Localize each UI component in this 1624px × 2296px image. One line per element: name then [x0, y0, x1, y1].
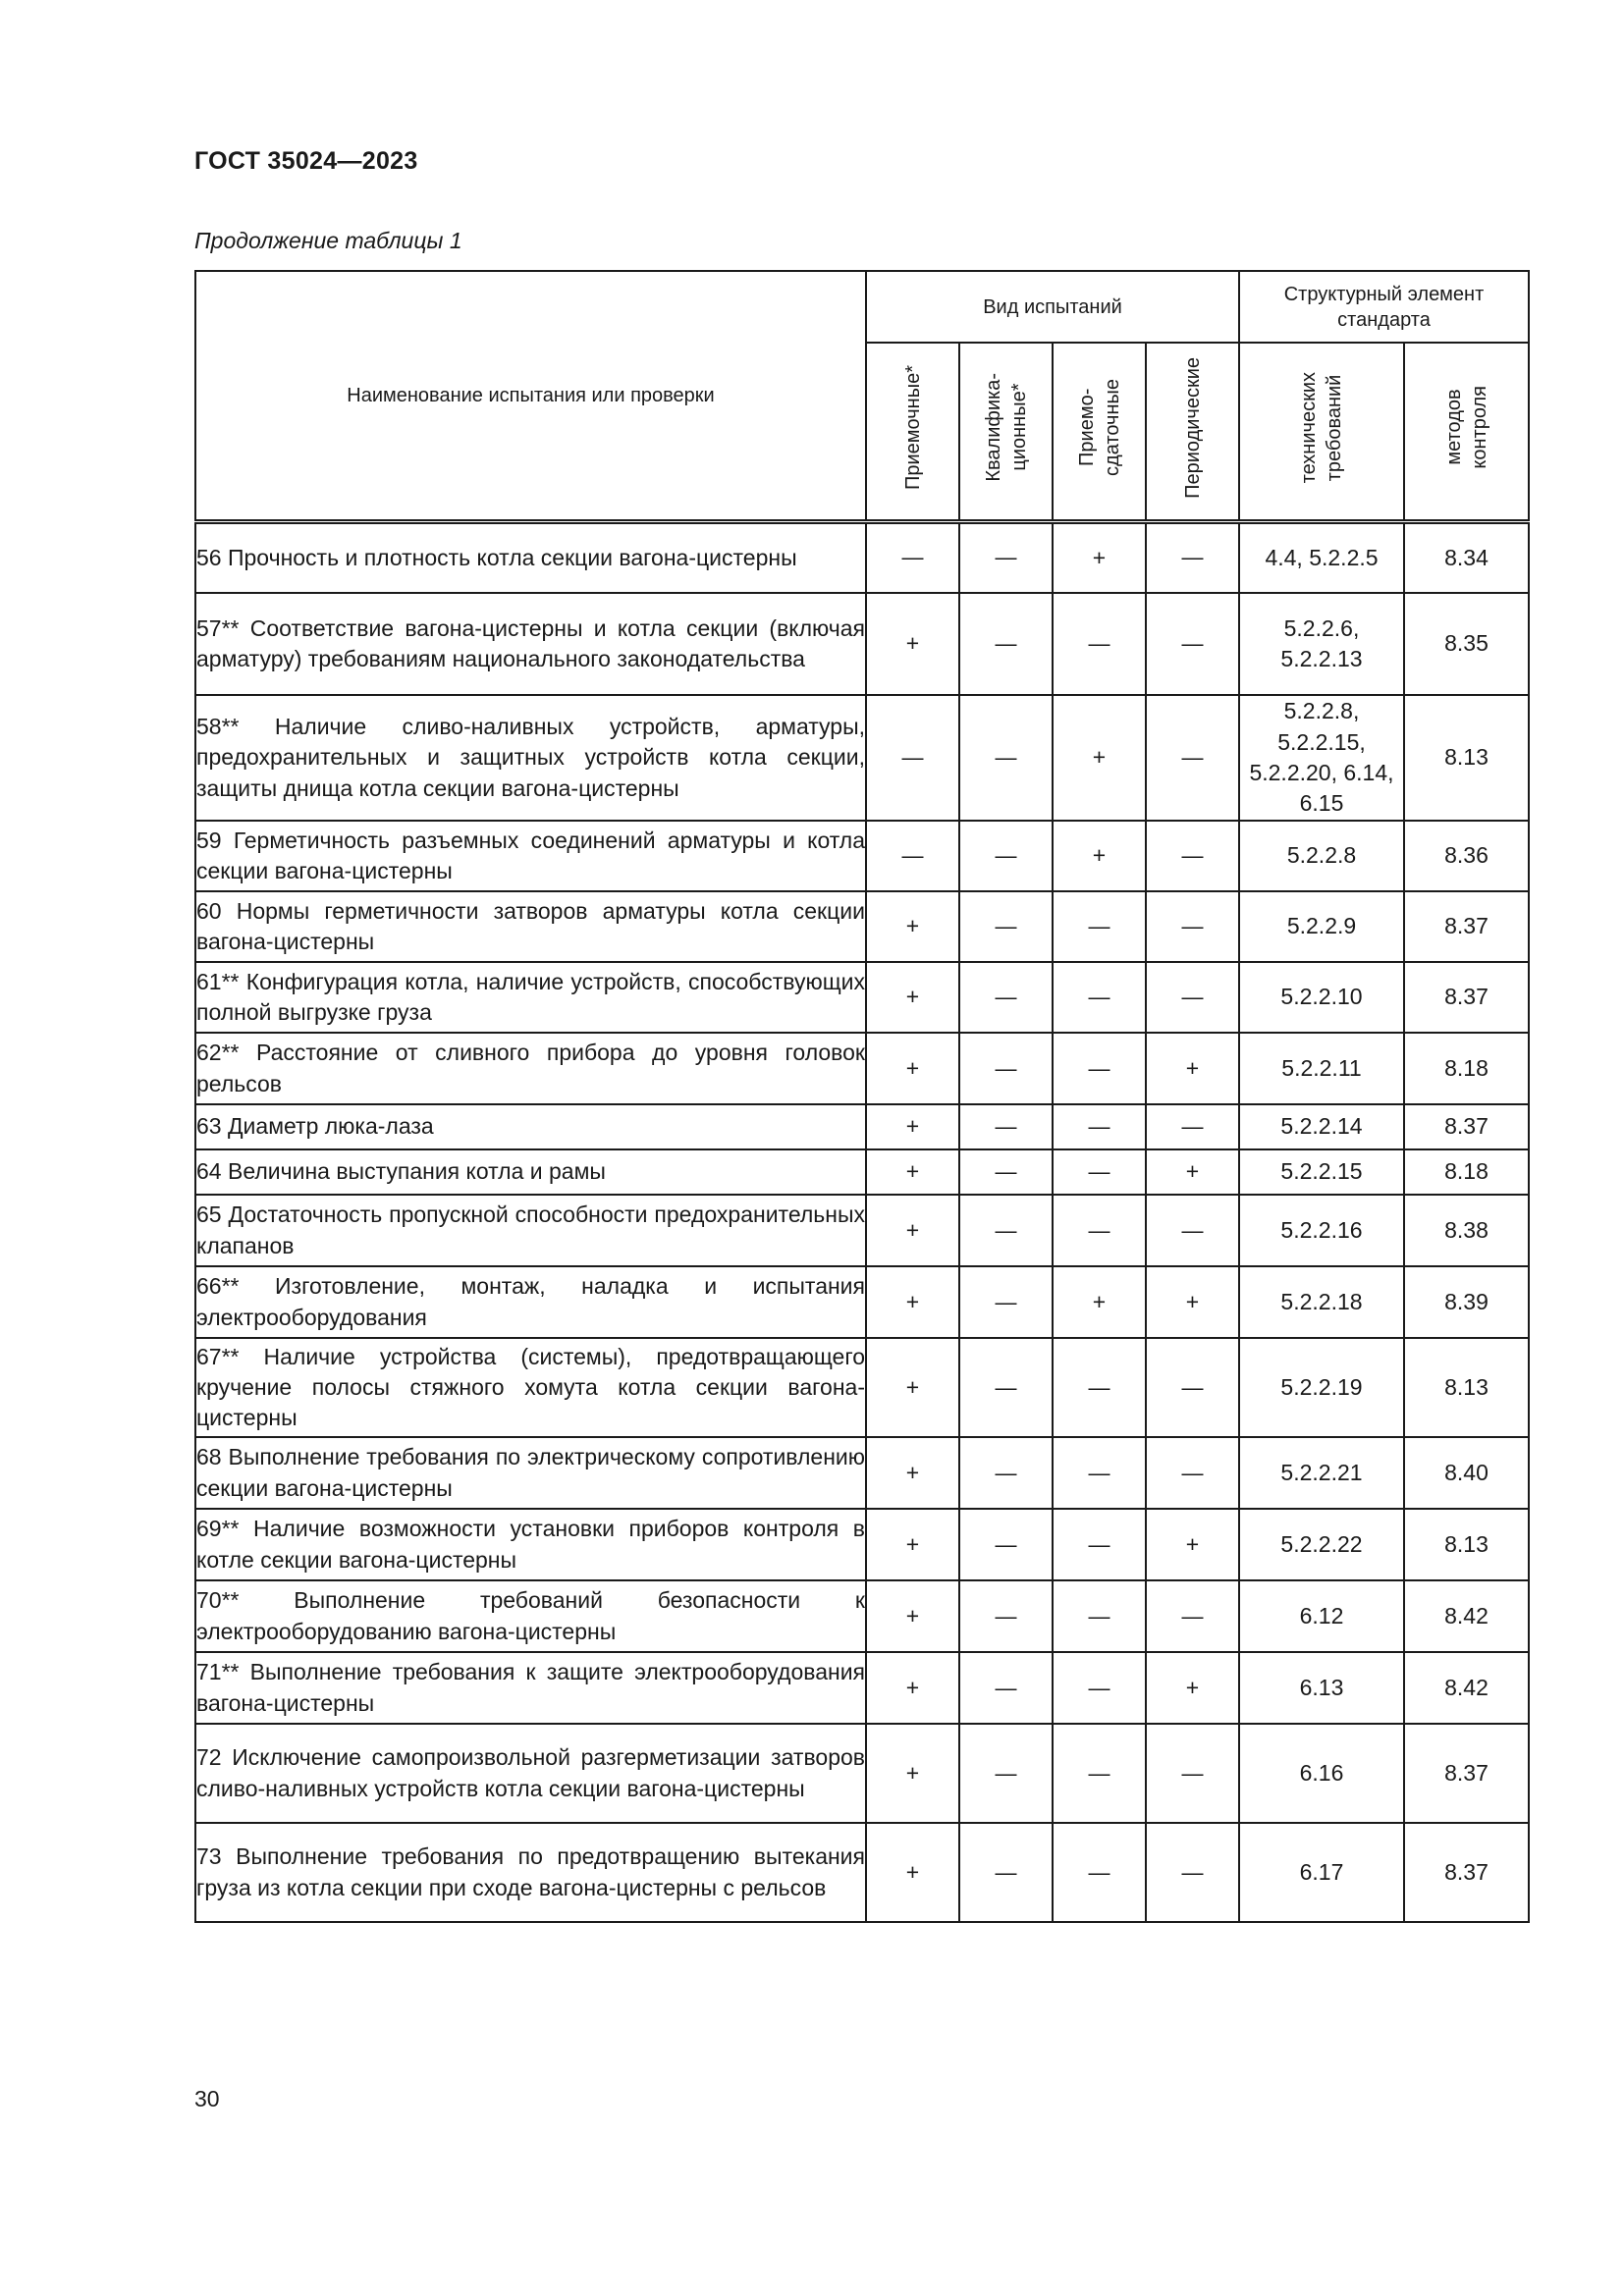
cell-acceptance: + [866, 1338, 959, 1437]
cell-periodic: — [1146, 695, 1239, 821]
cell-acceptance: + [866, 891, 959, 962]
cell-qualification: — [959, 891, 1053, 962]
cell-technical-requirements: 5.2.2.14 [1239, 1104, 1404, 1149]
cell-control-methods: 8.13 [1404, 695, 1529, 821]
column-header-delivery: Приемо- сдаточные [1053, 343, 1146, 521]
cell-qualification: — [959, 1195, 1053, 1266]
cell-control-methods: 8.18 [1404, 1149, 1529, 1195]
cell-test-name: 69** Наличие возможности установки приборов контроля в котле секции вагона-цистерны [195, 1509, 866, 1580]
cell-acceptance: + [866, 1509, 959, 1580]
cell-control-methods: 8.37 [1404, 1823, 1529, 1922]
column-header-test-name: Наименование испытания или проверки [195, 271, 866, 521]
cell-technical-requirements: 5.2.2.8, 5.2.2.15, 5.2.2.20, 6.14, 6.15 [1239, 695, 1404, 821]
cell-qualification: — [959, 1580, 1053, 1652]
column-header-acceptance: Приемочные* [866, 343, 959, 521]
cell-qualification: — [959, 521, 1053, 593]
cell-control-methods: 8.34 [1404, 521, 1529, 593]
cell-qualification: — [959, 593, 1053, 695]
cell-qualification: — [959, 1823, 1053, 1922]
cell-delivery: — [1053, 1580, 1146, 1652]
cell-technical-requirements: 5.2.2.19 [1239, 1338, 1404, 1437]
group-header-test-types: Вид испытаний [866, 271, 1239, 343]
table-row [195, 593, 1529, 695]
cell-acceptance: — [866, 521, 959, 593]
cell-test-name: 58** Наличие сливо-наливных устройств, арматуры, предохранительных и защитных устройств котла секции, защиты днища котла секции вагона-цистерны [195, 695, 866, 821]
cell-acceptance: + [866, 593, 959, 695]
cell-acceptance: + [866, 1149, 959, 1195]
cell-qualification: — [959, 695, 1053, 821]
cell-control-methods: 8.42 [1404, 1652, 1529, 1724]
cell-control-methods: 8.40 [1404, 1437, 1529, 1509]
cell-periodic: — [1146, 1338, 1239, 1437]
cell-control-methods: 8.37 [1404, 962, 1529, 1033]
table-row [195, 1266, 1529, 1338]
cell-periodic: — [1146, 1195, 1239, 1266]
cell-delivery: — [1053, 1724, 1146, 1823]
cell-technical-requirements: 5.2.2.16 [1239, 1195, 1404, 1266]
cell-delivery: — [1053, 1652, 1146, 1724]
column-header-periodic: Периодические [1146, 343, 1239, 521]
table-row [195, 1580, 1529, 1652]
cell-test-name: 59 Герметичность разъемных соединений арматуры и котла секции вагона-цистерны [195, 821, 866, 891]
cell-control-methods: 8.13 [1404, 1509, 1529, 1580]
cell-qualification: — [959, 1724, 1053, 1823]
cell-acceptance: + [866, 1580, 959, 1652]
table-row [195, 891, 1529, 962]
cell-control-methods: 8.39 [1404, 1266, 1529, 1338]
cell-technical-requirements: 5.2.2.9 [1239, 891, 1404, 962]
table-row [195, 1338, 1529, 1437]
cell-test-name: 72 Исключение самопроизвольной разгерметизации затворов сливо-наливных устройств котла секции вагона-цистерны [195, 1724, 866, 1823]
cell-test-name: 64 Величина выступания котла и рамы [195, 1149, 866, 1195]
cell-periodic: — [1146, 821, 1239, 891]
cell-periodic: — [1146, 1724, 1239, 1823]
cell-periodic: — [1146, 891, 1239, 962]
cell-test-name: 63 Диаметр люка-лаза [195, 1104, 866, 1149]
table-row [195, 1033, 1529, 1104]
cell-technical-requirements: 5.2.2.6, 5.2.2.13 [1239, 593, 1404, 695]
test-table [194, 270, 1530, 1923]
cell-control-methods: 8.36 [1404, 821, 1529, 891]
cell-periodic: + [1146, 1509, 1239, 1580]
cell-delivery: — [1053, 1195, 1146, 1266]
cell-qualification: — [959, 1033, 1053, 1104]
cell-qualification: — [959, 1509, 1053, 1580]
column-header-technical-requirements: технических требований [1239, 343, 1404, 521]
table-row [195, 1195, 1529, 1266]
cell-periodic: — [1146, 1104, 1239, 1149]
cell-acceptance: + [866, 1104, 959, 1149]
cell-control-methods: 8.18 [1404, 1033, 1529, 1104]
cell-acceptance: — [866, 821, 959, 891]
cell-technical-requirements: 5.2.2.11 [1239, 1033, 1404, 1104]
cell-test-name: 70** Выполнение требований безопасности к электрооборудованию вагона-цистерны [195, 1580, 866, 1652]
cell-acceptance: + [866, 1652, 959, 1724]
cell-control-methods: 8.37 [1404, 1104, 1529, 1149]
cell-qualification: — [959, 1149, 1053, 1195]
cell-technical-requirements: 5.2.2.22 [1239, 1509, 1404, 1580]
cell-acceptance: + [866, 1195, 959, 1266]
table-row [195, 1149, 1529, 1195]
cell-test-name: 60 Нормы герметичности затворов арматуры котла секции вагона-цистерны [195, 891, 866, 962]
table-row [195, 1724, 1529, 1823]
cell-qualification: — [959, 962, 1053, 1033]
cell-delivery: — [1053, 1509, 1146, 1580]
cell-periodic: + [1146, 1266, 1239, 1338]
table-row [195, 821, 1529, 891]
table-row [195, 1823, 1529, 1922]
cell-periodic: — [1146, 1437, 1239, 1509]
cell-qualification: — [959, 1266, 1053, 1338]
cell-test-name: 73 Выполнение требования по предотвращению вытекания груза из котла секции при сходе вагона-цистерны с рельсов [195, 1823, 866, 1922]
cell-test-name: 67** Наличие устройства (системы), предотвращающего кручение полосы стяжного хомута котла секции вагона-цистерны [195, 1338, 866, 1437]
cell-control-methods: 8.38 [1404, 1195, 1529, 1266]
cell-delivery: — [1053, 1437, 1146, 1509]
cell-delivery: — [1053, 1823, 1146, 1922]
cell-test-name: 62** Расстояние от сливного прибора до уровня головок рельсов [195, 1033, 866, 1104]
group-header-structure-element: Структурный элемент стандарта [1239, 271, 1529, 343]
cell-delivery: — [1053, 1149, 1146, 1195]
cell-technical-requirements: 6.13 [1239, 1652, 1404, 1724]
cell-periodic: — [1146, 1823, 1239, 1922]
table-row [195, 1437, 1529, 1509]
cell-technical-requirements: 5.2.2.8 [1239, 821, 1404, 891]
table-caption: Продолжение таблицы 1 [194, 228, 462, 253]
cell-delivery: — [1053, 1104, 1146, 1149]
cell-delivery: + [1053, 1266, 1146, 1338]
cell-technical-requirements: 4.4, 5.2.2.5 [1239, 521, 1404, 593]
column-header-qualification: Квалифика- ционные* [959, 343, 1053, 521]
cell-delivery: + [1053, 521, 1146, 593]
cell-test-name: 61** Конфигурация котла, наличие устройств, способствующих полной выгрузке груза [195, 962, 866, 1033]
cell-technical-requirements: 5.2.2.15 [1239, 1149, 1404, 1195]
cell-test-name: 65 Достаточность пропускной способности предохранительных клапанов [195, 1195, 866, 1266]
table-row [195, 1104, 1529, 1149]
table-row [195, 1509, 1529, 1580]
cell-delivery: — [1053, 1338, 1146, 1437]
cell-test-name: 57** Соответствие вагона-цистерны и котла секции (включая арматуру) требованиям национального законодательства [195, 593, 866, 695]
cell-periodic: — [1146, 1580, 1239, 1652]
cell-control-methods: 8.13 [1404, 1338, 1529, 1437]
cell-technical-requirements: 5.2.2.21 [1239, 1437, 1404, 1509]
column-header-control-methods: методов контроля [1404, 343, 1529, 521]
page-number: 30 [194, 2086, 220, 2111]
cell-technical-requirements: 5.2.2.10 [1239, 962, 1404, 1033]
cell-control-methods: 8.37 [1404, 891, 1529, 962]
cell-technical-requirements: 5.2.2.18 [1239, 1266, 1404, 1338]
cell-acceptance: + [866, 1033, 959, 1104]
cell-qualification: — [959, 1104, 1053, 1149]
table-row [195, 521, 1529, 593]
cell-periodic: — [1146, 593, 1239, 695]
cell-qualification: — [959, 1652, 1053, 1724]
cell-control-methods: 8.37 [1404, 1724, 1529, 1823]
cell-acceptance: + [866, 1266, 959, 1338]
cell-delivery: — [1053, 593, 1146, 695]
cell-test-name: 68 Выполнение требования по электрическому сопротивлению секции вагона-цистерны [195, 1437, 866, 1509]
cell-delivery: — [1053, 1033, 1146, 1104]
cell-qualification: — [959, 1437, 1053, 1509]
document-code: ГОСТ 35024—2023 [194, 147, 418, 175]
cell-acceptance: — [866, 695, 959, 821]
cell-control-methods: 8.42 [1404, 1580, 1529, 1652]
cell-test-name: 66** Изготовление, монтаж, наладка и испытания электрооборудования [195, 1266, 866, 1338]
table-row [195, 962, 1529, 1033]
cell-delivery: — [1053, 891, 1146, 962]
cell-delivery: — [1053, 962, 1146, 1033]
cell-periodic: — [1146, 962, 1239, 1033]
cell-periodic: + [1146, 1033, 1239, 1104]
cell-test-name: 56 Прочность и плотность котла секции вагона-цистерны [195, 521, 866, 593]
cell-control-methods: 8.35 [1404, 593, 1529, 695]
cell-technical-requirements: 6.12 [1239, 1580, 1404, 1652]
cell-test-name: 71** Выполнение требования к защите электрооборудования вагона-цистерны [195, 1652, 866, 1724]
table-body [195, 521, 1529, 1922]
cell-acceptance: + [866, 1724, 959, 1823]
cell-delivery: + [1053, 821, 1146, 891]
cell-acceptance: + [866, 1437, 959, 1509]
cell-technical-requirements: 6.16 [1239, 1724, 1404, 1823]
table-row [195, 1652, 1529, 1724]
table-row [195, 695, 1529, 821]
cell-periodic: + [1146, 1149, 1239, 1195]
cell-delivery: + [1053, 695, 1146, 821]
cell-qualification: — [959, 821, 1053, 891]
cell-technical-requirements: 6.17 [1239, 1823, 1404, 1922]
cell-acceptance: + [866, 962, 959, 1033]
cell-periodic: — [1146, 521, 1239, 593]
cell-acceptance: + [866, 1823, 959, 1922]
cell-periodic: + [1146, 1652, 1239, 1724]
cell-qualification: — [959, 1338, 1053, 1437]
